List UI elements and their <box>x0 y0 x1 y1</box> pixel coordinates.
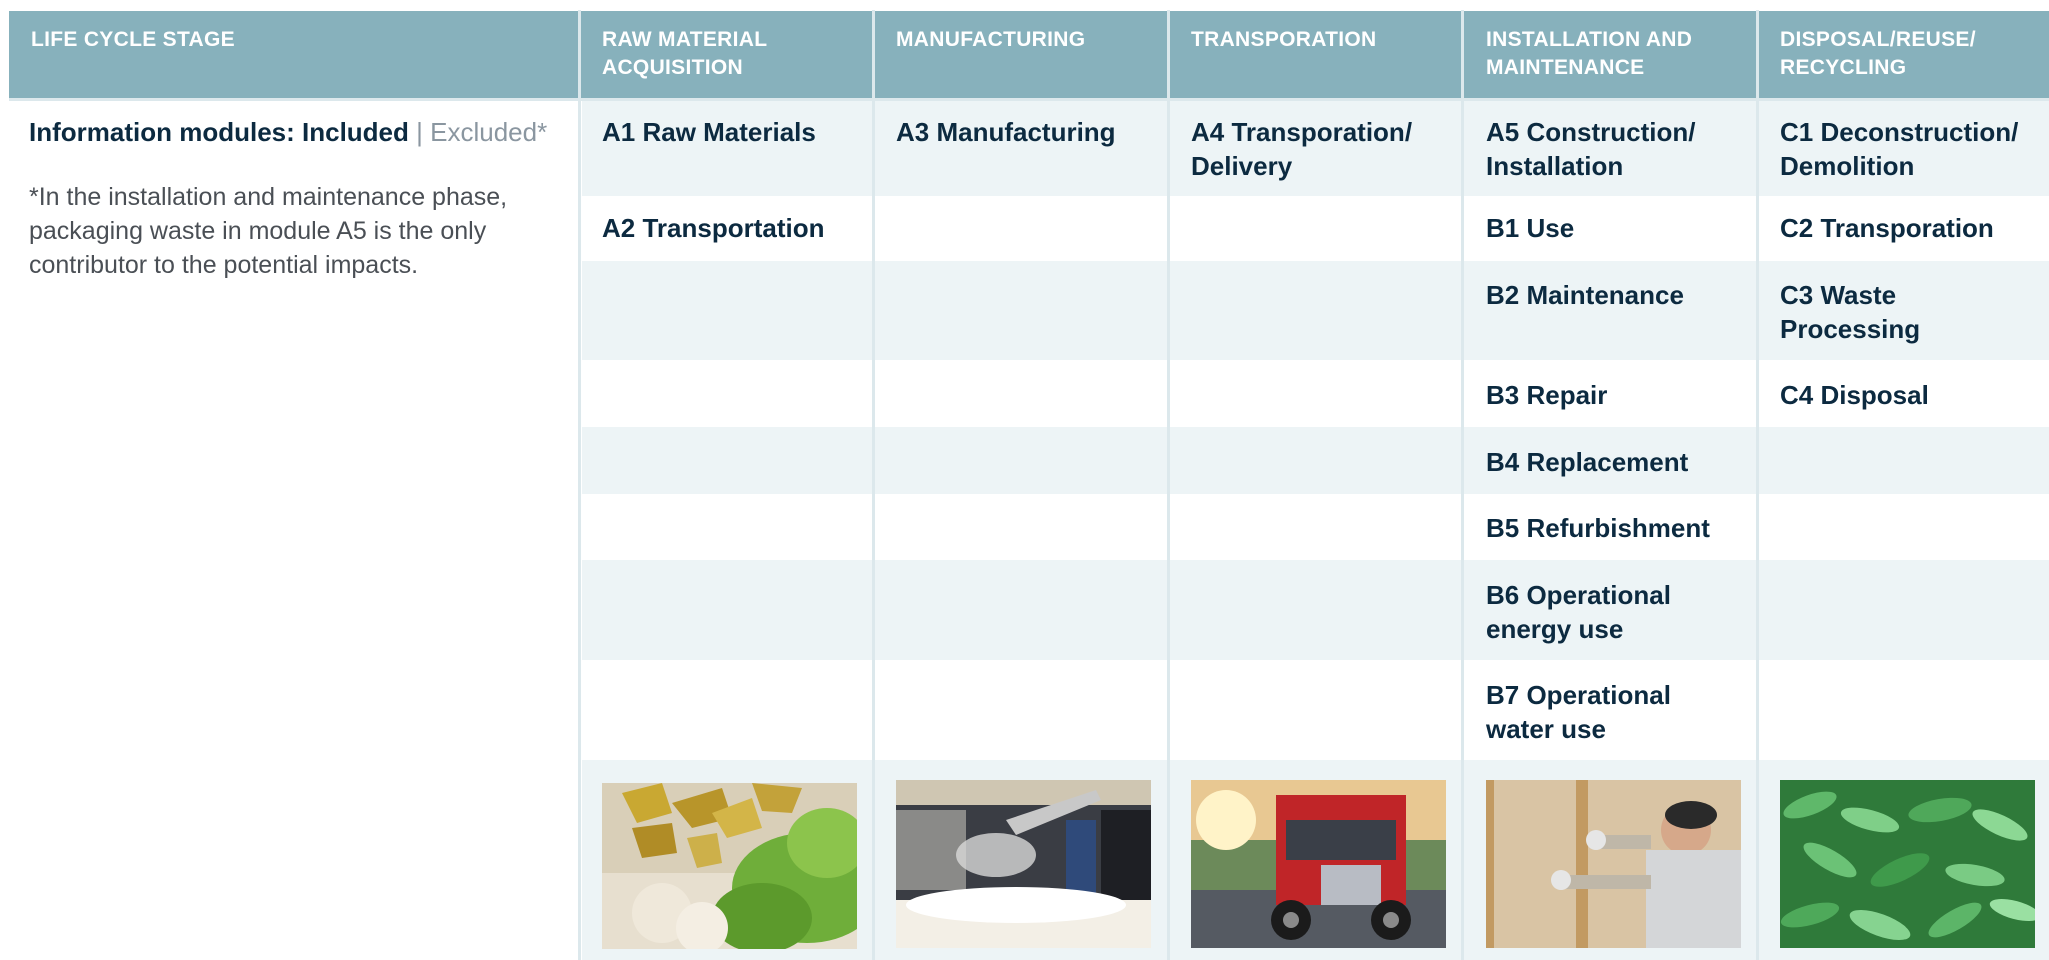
table-header <box>9 11 2049 101</box>
module-c4: C4 Disposal <box>1780 380 1929 410</box>
glass-cullet-photo <box>1780 780 2035 948</box>
module-a3: A3 Manufacturing <box>896 117 1116 147</box>
module-a5: A5 Construction/ Installation <box>1486 117 1696 181</box>
row-band <box>582 427 2049 494</box>
module-legend <box>29 115 547 149</box>
installer-photo <box>1486 780 1741 948</box>
module-c3: C3 Waste Processing <box>1780 280 1921 344</box>
legend-included: Information modules: Included <box>29 117 409 147</box>
module-a4: A4 Transporation/ Delivery <box>1191 117 1413 181</box>
module-b7: B7 Operational water use <box>1486 680 1671 744</box>
module-b6: B6 Operational energy use <box>1486 580 1671 644</box>
module-b5: B5 Refurbishment <box>1486 513 1710 543</box>
column-divider <box>1756 10 1759 960</box>
header-transportation: TRANSPORATION <box>1191 28 1377 51</box>
manufacturing-photo <box>896 780 1151 948</box>
column-divider <box>1167 10 1170 960</box>
raw-materials-photo <box>602 783 857 949</box>
module-a1: A1 Raw Materials <box>602 117 816 147</box>
header-raw-material: RAW MATERIAL ACQUISITION <box>602 28 768 79</box>
header-installation: INSTALLATION AND MAINTENANCE <box>1486 28 1693 79</box>
module-b2: B2 Maintenance <box>1486 280 1684 310</box>
module-c2: C2 Transporation <box>1780 213 1994 243</box>
footnote: *In the installation and maintenance phase, packaging waste in module A5 is the only contributor to the potential impacts. <box>29 183 508 279</box>
module-b4: B4 Replacement <box>1486 447 1689 477</box>
header-disposal: DISPOSAL/REUSE/ RECYCLING <box>1780 28 1976 79</box>
column-divider <box>1461 10 1464 960</box>
row-band <box>582 560 2049 660</box>
header-life-cycle-stage: LIFE CYCLE STAGE <box>31 28 235 51</box>
truck-photo <box>1191 780 1446 948</box>
legend-excluded: Excluded* <box>430 117 548 147</box>
legend-separator: | <box>416 117 423 147</box>
header-manufacturing: MANUFACTURING <box>896 28 1086 51</box>
module-b1: B1 Use <box>1486 213 1575 243</box>
module-c1: C1 Deconstruction/ Demolition <box>1780 117 2019 181</box>
module-b3: B3 Repair <box>1486 380 1608 410</box>
column-divider <box>578 10 581 960</box>
column-divider <box>872 10 875 960</box>
module-a2: A2 Transportation <box>602 213 825 243</box>
